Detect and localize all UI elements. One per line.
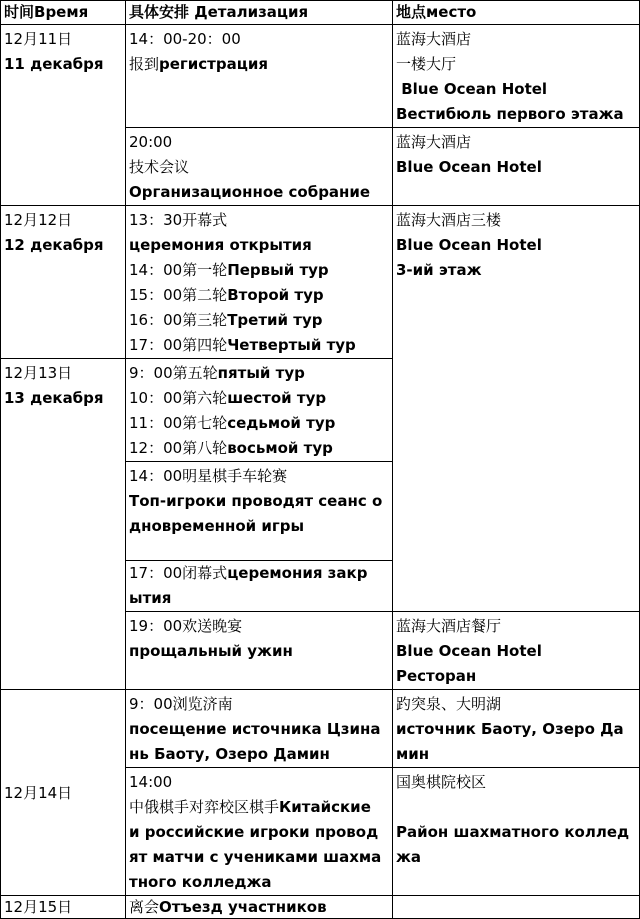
day-cell-14: 12月14日 xyxy=(1,690,126,896)
event-tour: 9：00浏览济南 посещение источника Цзина нь Баоту, Озеро Дамин xyxy=(126,690,393,768)
table-row xyxy=(1,896,640,919)
day-cell-15: 12月15日 xyxy=(1,896,126,919)
header-details: 具体安排 Детализация xyxy=(126,1,393,25)
header-place: 地点место xyxy=(393,1,640,25)
event-registration: 14：00-20：00 报到регистрация xyxy=(126,25,393,128)
event-match: 14:00 中俄棋手对弈校区棋手Китайские и российские игроки провод ят матчи с учениками шахма тного колледжа xyxy=(126,768,393,896)
event-meeting: 20:00 技术会议 Организационное собрание xyxy=(126,128,393,206)
event-day13-afternoon: 14：00明星棋手车轮赛 Топ-игроки проводят сеанс о дновременной игры 17：00闭幕式церемония закр ытия xyxy=(126,462,393,612)
place-hotel: 蓝海大酒店 Blue Ocean Hotel xyxy=(393,128,640,206)
place-lobby: 蓝海大酒店 一楼大厅 Blue Ocean Hotel Вестибюль первого этажа xyxy=(393,25,640,128)
place-third-floor: 蓝海大酒店三楼 Blue Ocean Hotel 3-ий этаж xyxy=(393,206,640,612)
place-empty xyxy=(393,896,640,919)
place-springs: 趵突泉、大明湖 источник Баоту, Озеро Да мин xyxy=(393,690,640,768)
place-college: 国奥棋院校区 Район шахматного коллед жа xyxy=(393,768,640,896)
place-restaurant: 蓝海大酒店餐厅 Blue Ocean Hotel Ресторан xyxy=(393,612,640,690)
event-departure: 离会Отъезд участников xyxy=(126,896,393,919)
table-row xyxy=(1,25,640,128)
table-row xyxy=(1,690,640,768)
event-banquet: 19：00欢送晚宴 прощальный ужин xyxy=(126,612,393,690)
header-time: 时间Время xyxy=(1,1,126,25)
table-row xyxy=(1,206,640,359)
event-day13-rounds: 9：00第五轮пятый тур 10：00第六轮шестой тур 11：00第七轮седьмой тур 12：00第八轮восьмой тур xyxy=(126,359,393,462)
day-cell-13: 12月13日 13 декабря xyxy=(1,359,126,690)
event-day12-rounds: 13：30开幕式 церемония открытия 14：00第一轮Первый тур 15：00第二轮Второй тур 16：00第三轮Третий тур 17：00第四轮Четвертый тур xyxy=(126,206,393,359)
day-cell-12: 12月12日 12 декабря xyxy=(1,206,126,359)
header-row xyxy=(1,1,640,25)
day-cell-11: 12月11日 11 декабря xyxy=(1,25,126,206)
